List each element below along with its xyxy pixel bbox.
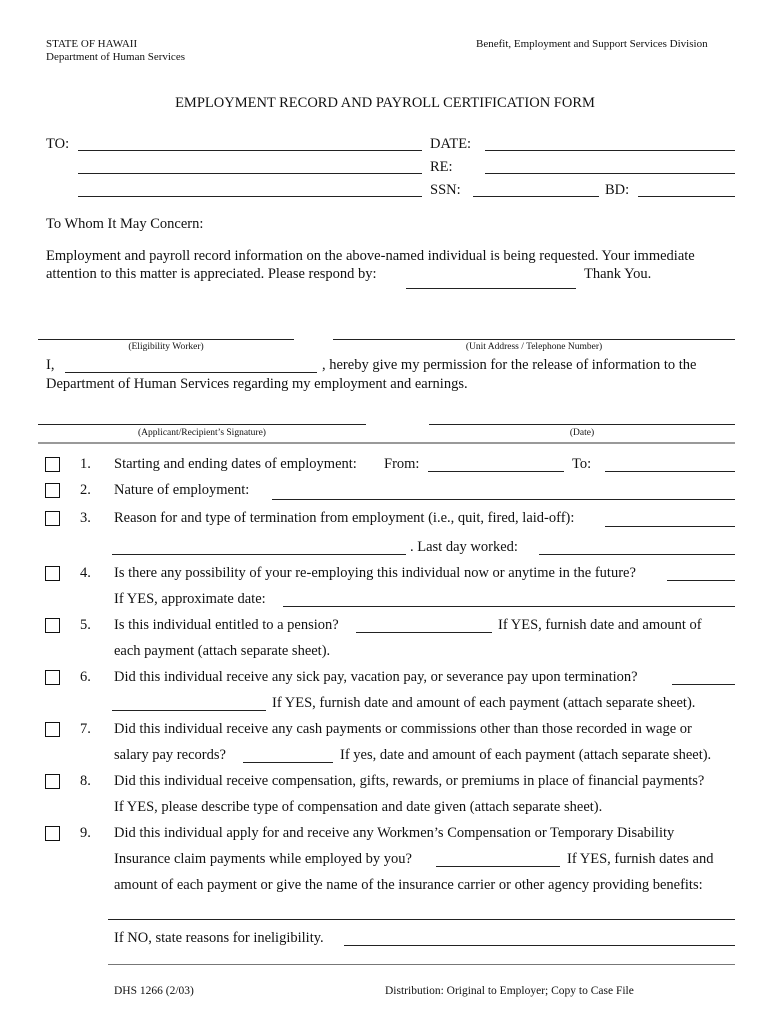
bd-label: BD: <box>605 182 630 198</box>
item-2-checkbox[interactable] <box>45 483 60 498</box>
item-4-answer-field[interactable] <box>667 580 735 581</box>
to-line-3[interactable] <box>78 196 422 197</box>
item-1-from-label: From: <box>384 456 420 472</box>
item-9-sub-text-b: If YES, furnish dates and <box>567 851 714 867</box>
item-2-number: 2. <box>80 482 91 498</box>
item-6-sub-answer-field[interactable] <box>112 710 266 711</box>
to-line-2[interactable] <box>78 173 422 174</box>
item-8-sub-text: If YES, please describe type of compensation and date given (attach separate sheet). <box>114 799 603 815</box>
item-2-field[interactable] <box>272 499 735 500</box>
item-8-text: Did this individual receive compensation, gifts, rewards, or premiums in place of financial payments? <box>114 773 705 789</box>
item-4-sub-text: If YES, approximate date: <box>114 591 266 607</box>
item-3-reason-field[interactable] <box>605 526 735 527</box>
item-1-to-field[interactable] <box>605 471 735 472</box>
item-4-number: 4. <box>80 565 91 581</box>
item-6-checkbox[interactable] <box>45 670 60 685</box>
item-9-sub-text: Insurance claim payments while employed by you? <box>114 851 412 867</box>
item-3-reason-continued-field[interactable] <box>112 554 406 555</box>
to-line-1[interactable] <box>78 150 422 151</box>
to-label: TO: <box>46 136 70 152</box>
item-5-checkbox[interactable] <box>45 618 60 633</box>
item-9-text: Did this individual apply for and receive any Workmen’s Compensation or Temporary Disability <box>114 825 675 841</box>
unit-address-line[interactable] <box>333 339 735 340</box>
item-8-checkbox[interactable] <box>45 774 60 789</box>
item-7-sub-text: salary pay records? <box>114 747 226 763</box>
item-5-answer-field[interactable] <box>356 632 492 633</box>
ineligibility-label: If NO, state reasons for ineligibility. <box>114 930 324 946</box>
division-name: Benefit, Employment and Support Services Division <box>476 38 708 50</box>
item-8-number: 8. <box>80 773 91 789</box>
item-7-text: Did this individual receive any cash payments or commissions other than those recorded in wage or <box>114 721 692 737</box>
item-5-sub-text: each payment (attach separate sheet). <box>114 643 331 659</box>
item-9-checkbox[interactable] <box>45 826 60 841</box>
signature-date-caption: (Date) <box>569 428 595 438</box>
eligibility-worker-line[interactable] <box>38 339 294 340</box>
item-7-sub-text-b: If yes, date and amount of each payment (attach separate sheet). <box>340 747 712 763</box>
item-7-number: 7. <box>80 721 91 737</box>
item-1-text: Starting and ending dates of employment: <box>114 456 357 472</box>
item-3-text: Reason for and type of termination from employment (i.e., quit, fired, laid-off): <box>114 510 575 526</box>
re-field[interactable] <box>485 173 735 174</box>
salutation: To Whom It May Concern: <box>46 216 204 232</box>
applicant-signature-caption: (Applicant/Recipient’s Signature) <box>138 428 266 438</box>
distribution-note: Distribution: Original to Employer; Copy to Case File <box>385 985 634 997</box>
ineligibility-field[interactable] <box>344 945 735 946</box>
item-7-answer-field[interactable] <box>243 762 333 763</box>
ssn-field[interactable] <box>473 196 599 197</box>
permission-line-1: , hereby give my permission for the release of information to the <box>322 357 697 373</box>
item-6-text: Did this individual receive any sick pay, vacation pay, or severance pay upon termination? <box>114 669 638 685</box>
i-label: I, <box>46 357 55 373</box>
item-1-checkbox[interactable] <box>45 457 60 472</box>
item-9-benefits-field[interactable] <box>108 919 735 920</box>
item-1-number: 1. <box>80 456 91 472</box>
item-2-text: Nature of employment: <box>114 482 250 498</box>
item-9-answer-field[interactable] <box>436 866 560 867</box>
applicant-signature-line[interactable] <box>38 424 366 425</box>
date-field[interactable] <box>485 150 735 151</box>
item-4-date-field[interactable] <box>283 606 735 607</box>
form-title: EMPLOYMENT RECORD AND PAYROLL CERTIFICATION FORM <box>175 95 595 111</box>
item-9-sub-text-2: amount of each payment or give the name of the insurance carrier or other agency providing benefits: <box>114 877 703 893</box>
item-7-checkbox[interactable] <box>45 722 60 737</box>
request-paragraph-line-1: Employment and payroll record information on the above-named individual is being requested. Your immediate <box>46 248 695 264</box>
ssn-label: SSN: <box>430 182 461 198</box>
section-divider <box>38 442 735 444</box>
unit-address-caption: (Unit Address / Telephone Number) <box>465 342 603 352</box>
item-4-checkbox[interactable] <box>45 566 60 581</box>
applicant-name-field[interactable] <box>65 372 317 373</box>
item-6-answer-field[interactable] <box>672 684 735 685</box>
item-6-sub-text: If YES, furnish date and amount of each payment (attach separate sheet). <box>272 695 696 711</box>
item-3-last-day-label: . Last day worked: <box>410 539 518 555</box>
department-name: Department of Human Services <box>46 51 185 63</box>
item-4-text: Is there any possibility of your re-employing this individual now or anytime in the future? <box>114 565 636 581</box>
state-name: STATE OF HAWAII <box>46 38 138 50</box>
date-label: DATE: <box>430 136 472 152</box>
bd-field[interactable] <box>638 196 735 197</box>
request-paragraph-line-2: attention to this matter is appreciated. Please respond by: <box>46 266 377 282</box>
item-3-last-day-field[interactable] <box>539 554 735 555</box>
item-1-from-field[interactable] <box>428 471 564 472</box>
form-id: DHS 1266 (2/03) <box>114 985 194 997</box>
signature-date-line[interactable] <box>429 424 735 425</box>
re-label: RE: <box>430 159 453 175</box>
item-6-number: 6. <box>80 669 91 685</box>
item-1-to-label: To: <box>572 456 592 472</box>
item-5-number: 5. <box>80 617 91 633</box>
footer-divider <box>108 964 735 965</box>
item-3-checkbox[interactable] <box>45 511 60 526</box>
item-3-number: 3. <box>80 510 91 526</box>
thank-you: Thank You. <box>584 266 652 282</box>
item-5-text: Is this individual entitled to a pension? <box>114 617 339 633</box>
eligibility-worker-caption: (Eligibility Worker) <box>128 342 204 352</box>
item-5-text-b: If YES, furnish date and amount of <box>498 617 702 633</box>
respond-by-field[interactable] <box>406 288 576 289</box>
permission-line-2: Department of Human Services regarding my employment and earnings. <box>46 376 468 392</box>
item-9-number: 9. <box>80 825 91 841</box>
